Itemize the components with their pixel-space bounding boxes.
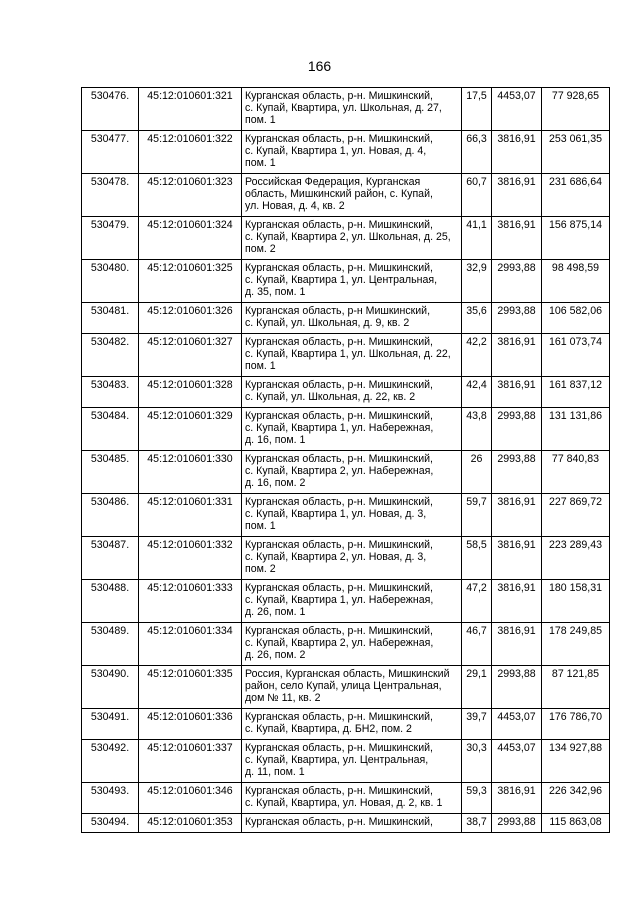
cadastral-number-cell: 45:12:010601:346 [139, 783, 242, 814]
table-body [82, 88, 610, 833]
table-row [82, 494, 610, 537]
cadastral-number-cell: 45:12:010601:326 [139, 303, 242, 334]
cadastral-value-cell: 180 158,31 [542, 580, 610, 623]
address-cell: Курганская область, р-н. Мишкинский, с. Купай, Квартира, д. БН2, пом. 2 [242, 709, 462, 740]
cadastral-number-cell: 45:12:010601:321 [139, 88, 242, 131]
cadastral-value-cell: 161 837,12 [542, 377, 610, 408]
table-row [82, 88, 610, 131]
table-row [82, 783, 610, 814]
row-number-cell: 530488. [82, 580, 139, 623]
row-number-cell: 530487. [82, 537, 139, 580]
address-cell: Курганская область, р-н. Мишкинский, с. Купай, Квартира 2, ул. Набережная, д. 16, пом. 2 [242, 451, 462, 494]
specific-value-cell: 3816,91 [492, 131, 542, 174]
address-cell: Россия, Курганская область, Мишкинский район, село Купай, улица Центральная, дом № 11, кв. 2 [242, 666, 462, 709]
specific-value-cell: 2993,88 [492, 408, 542, 451]
cadastral-number-cell: 45:12:010601:335 [139, 666, 242, 709]
cadastral-value-cell: 87 121,85 [542, 666, 610, 709]
area-cell: 47,2 [462, 580, 492, 623]
row-number-cell: 530493. [82, 783, 139, 814]
cadastral-number-cell: 45:12:010601:337 [139, 740, 242, 783]
table-row [82, 174, 610, 217]
row-number-cell: 530482. [82, 334, 139, 377]
address-cell: Курганская область, р-н. Мишкинский, с. Купай, Квартира 1, ул. Новая, д. 4, пом. 1 [242, 131, 462, 174]
row-number-cell: 530476. [82, 88, 139, 131]
row-number-cell: 530479. [82, 217, 139, 260]
specific-value-cell: 4453,07 [492, 88, 542, 131]
area-cell: 39,7 [462, 709, 492, 740]
address-cell: Курганская область, р-н. Мишкинский, с. Купай, Квартира 2, ул. Набережная, д. 26, пом. 2 [242, 623, 462, 666]
cadastral-value-cell: 223 289,43 [542, 537, 610, 580]
address-cell: Курганская область, р-н. Мишкинский, с. Купай, Квартира 2, ул. Новая, д. 3, пом. 2 [242, 537, 462, 580]
row-number-cell: 530491. [82, 709, 139, 740]
specific-value-cell: 3816,91 [492, 217, 542, 260]
cadastral-number-cell: 45:12:010601:330 [139, 451, 242, 494]
cadastral-value-cell: 227 869,72 [542, 494, 610, 537]
row-number-cell: 530485. [82, 451, 139, 494]
table-row [82, 408, 610, 451]
cadastral-value-cell: 77 928,65 [542, 88, 610, 131]
specific-value-cell: 3816,91 [492, 623, 542, 666]
row-number-cell: 530492. [82, 740, 139, 783]
row-number-cell: 530478. [82, 174, 139, 217]
address-cell: Курганская область, р-н. Мишкинский, с. Купай, Квартира 1, ул. Набережная, д. 26, пом. 1 [242, 580, 462, 623]
table-row [82, 217, 610, 260]
area-cell: 29,1 [462, 666, 492, 709]
cadastral-number-cell: 45:12:010601:332 [139, 537, 242, 580]
cadastral-number-cell: 45:12:010601:329 [139, 408, 242, 451]
specific-value-cell: 3816,91 [492, 580, 542, 623]
row-number-cell: 530486. [82, 494, 139, 537]
row-number-cell: 530481. [82, 303, 139, 334]
table-row [82, 377, 610, 408]
cadastral-value-cell: 161 073,74 [542, 334, 610, 377]
cadastral-value-cell: 178 249,85 [542, 623, 610, 666]
cadastral-value-cell: 226 342,96 [542, 783, 610, 814]
area-cell: 41,1 [462, 217, 492, 260]
address-cell: Курганская область, р-н. Мишкинский, с. Купай, Квартира 1, ул. Новая, д. 3, пом. 1 [242, 494, 462, 537]
cadastral-value-cell: 156 875,14 [542, 217, 610, 260]
row-number-cell: 530483. [82, 377, 139, 408]
address-cell: Курганская область, р-н. Мишкинский, с. Купай, Квартира, ул. Новая, д. 2, кв. 1 [242, 783, 462, 814]
cadastral-value-cell: 98 498,59 [542, 260, 610, 303]
specific-value-cell: 2993,88 [492, 666, 542, 709]
table-row [82, 580, 610, 623]
row-number-cell: 530477. [82, 131, 139, 174]
table-row [82, 537, 610, 580]
area-cell: 59,3 [462, 783, 492, 814]
cadastral-number-cell: 45:12:010601:323 [139, 174, 242, 217]
cadastral-number-cell: 45:12:010601:353 [139, 814, 242, 833]
area-cell: 46,7 [462, 623, 492, 666]
table-row [82, 666, 610, 709]
specific-value-cell: 3816,91 [492, 174, 542, 217]
cadastral-value-cell: 106 582,06 [542, 303, 610, 334]
cadastral-number-cell: 45:12:010601:324 [139, 217, 242, 260]
area-cell: 26 [462, 451, 492, 494]
area-cell: 59,7 [462, 494, 492, 537]
table-row [82, 740, 610, 783]
row-number-cell: 530490. [82, 666, 139, 709]
cadastral-number-cell: 45:12:010601:322 [139, 131, 242, 174]
specific-value-cell: 2993,88 [492, 260, 542, 303]
specific-value-cell: 3816,91 [492, 494, 542, 537]
address-cell: Курганская область, р-н. Мишкинский, с. Купай, Квартира, ул. Школьная, д. 27, пом. 1 [242, 88, 462, 131]
cadastral-number-cell: 45:12:010601:336 [139, 709, 242, 740]
row-number-cell: 530484. [82, 408, 139, 451]
area-cell: 42,4 [462, 377, 492, 408]
specific-value-cell: 3816,91 [492, 537, 542, 580]
cadastral-number-cell: 45:12:010601:333 [139, 580, 242, 623]
cadastral-value-cell: 231 686,64 [542, 174, 610, 217]
row-number-cell: 530480. [82, 260, 139, 303]
table-row [82, 814, 610, 833]
area-cell: 58,5 [462, 537, 492, 580]
page-number: 166 [307, 58, 332, 74]
area-cell: 17,5 [462, 88, 492, 131]
cadastral-number-cell: 45:12:010601:327 [139, 334, 242, 377]
row-number-cell: 530494. [82, 814, 139, 833]
address-cell: Курганская область, р-н. Мишкинский, [242, 814, 462, 833]
area-cell: 35,6 [462, 303, 492, 334]
specific-value-cell: 3816,91 [492, 334, 542, 377]
table-row [82, 303, 610, 334]
cadastral-number-cell: 45:12:010601:331 [139, 494, 242, 537]
cadastral-number-cell: 45:12:010601:334 [139, 623, 242, 666]
cadastral-value-cell: 253 061,35 [542, 131, 610, 174]
area-cell: 43,8 [462, 408, 492, 451]
table-row [82, 334, 610, 377]
area-cell: 32,9 [462, 260, 492, 303]
specific-value-cell: 3816,91 [492, 377, 542, 408]
specific-value-cell: 4453,07 [492, 709, 542, 740]
address-cell: Курганская область, р-н Мишкинский, с. Купай, ул. Школьная, д. 9, кв. 2 [242, 303, 462, 334]
specific-value-cell: 4453,07 [492, 740, 542, 783]
cadastral-number-cell: 45:12:010601:325 [139, 260, 242, 303]
specific-value-cell: 3816,91 [492, 783, 542, 814]
area-cell: 38,7 [462, 814, 492, 833]
cadastral-value-cell: 131 131,86 [542, 408, 610, 451]
address-cell: Курганская область, р-н. Мишкинский, с. Купай, Квартира 1, ул. Набережная, д. 16, пом. 1 [242, 408, 462, 451]
table-row [82, 451, 610, 494]
cadastral-value-cell: 115 863,08 [542, 814, 610, 833]
address-cell: Курганская область, р-н. Мишкинский, с. Купай, Квартира 1, ул. Центральная, д. 35, пом. 1 [242, 260, 462, 303]
row-number-cell: 530489. [82, 623, 139, 666]
table-row [82, 131, 610, 174]
address-cell: Российская Федерация, Курганская область, Мишкинский район, с. Купай, ул. Новая, д. 4, кв. 2 [242, 174, 462, 217]
area-cell: 42,2 [462, 334, 492, 377]
cadastral-value-cell: 134 927,88 [542, 740, 610, 783]
cadastral-value-table [81, 87, 610, 833]
address-cell: Курганская область, р-н. Мишкинский, с. Купай, ул. Школьная, д. 22, кв. 2 [242, 377, 462, 408]
address-cell: Курганская область, р-н. Мишкинский, с. Купай, Квартира, ул. Центральная, д. 11, пом. 1 [242, 740, 462, 783]
area-cell: 66,3 [462, 131, 492, 174]
specific-value-cell: 2993,88 [492, 814, 542, 833]
table-row [82, 709, 610, 740]
table-row [82, 260, 610, 303]
address-cell: Курганская область, р-н. Мишкинский, с. Купай, Квартира 2, ул. Школьная, д. 25, пом. 2 [242, 217, 462, 260]
specific-value-cell: 2993,88 [492, 451, 542, 494]
area-cell: 30,3 [462, 740, 492, 783]
cadastral-number-cell: 45:12:010601:328 [139, 377, 242, 408]
cadastral-value-cell: 176 786,70 [542, 709, 610, 740]
cadastral-value-cell: 77 840,83 [542, 451, 610, 494]
area-cell: 60,7 [462, 174, 492, 217]
address-cell: Курганская область, р-н. Мишкинский, с. Купай, Квартира 1, ул. Школьная, д. 22, пом. 1 [242, 334, 462, 377]
specific-value-cell: 2993,88 [492, 303, 542, 334]
table-row [82, 623, 610, 666]
